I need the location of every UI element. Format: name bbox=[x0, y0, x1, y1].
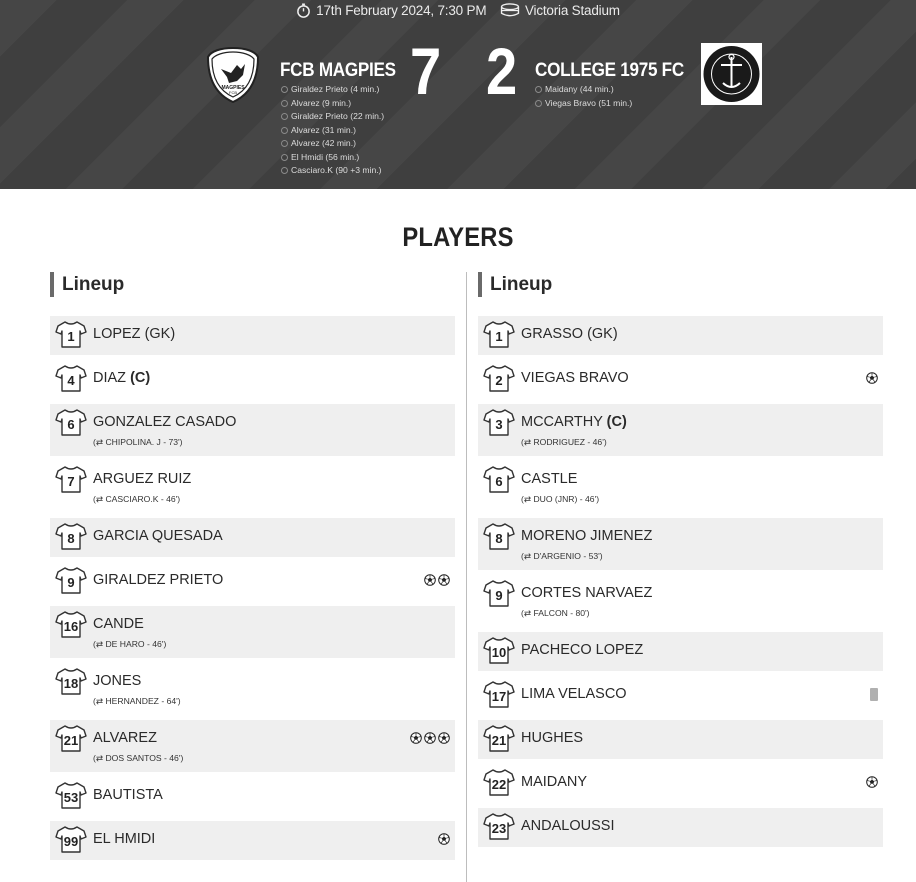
svg-text:FCB: FCB bbox=[229, 90, 237, 95]
shirt-icon bbox=[483, 724, 515, 752]
player-name[interactable] bbox=[521, 774, 587, 790]
scorer-text: Maidany (44 min.) bbox=[545, 84, 614, 94]
player-row-21[interactable] bbox=[478, 720, 883, 759]
shirt-number: 8 bbox=[495, 531, 503, 546]
football-icon bbox=[424, 732, 436, 744]
home-scorers-list bbox=[281, 83, 384, 178]
shirt-number: 7 bbox=[67, 474, 75, 489]
clock-icon bbox=[281, 154, 288, 161]
player-name[interactable] bbox=[93, 730, 157, 746]
football-icon bbox=[866, 776, 878, 788]
scorer-item bbox=[281, 110, 384, 124]
player-name-text: ALVAREZ bbox=[93, 730, 157, 746]
football-icon bbox=[438, 732, 450, 744]
shirt-icon bbox=[483, 465, 515, 493]
substitution-info: (⇄ DOS SANTOS - 46') bbox=[93, 753, 184, 763]
player-name[interactable] bbox=[521, 326, 618, 342]
yellow-card-icon bbox=[870, 688, 878, 701]
shirt-icon bbox=[483, 812, 515, 840]
scorer-text: Giraldez Prieto (22 min.) bbox=[291, 111, 385, 121]
player-row-22[interactable] bbox=[478, 764, 883, 803]
substitution-info: (⇄ RODRIGUEZ - 46') bbox=[521, 437, 607, 447]
player-name-text: CASTLE bbox=[521, 471, 578, 487]
player-name[interactable] bbox=[521, 730, 583, 746]
scorer-text: Alvarez (9 min.) bbox=[291, 97, 352, 108]
player-row-1[interactable] bbox=[50, 316, 455, 355]
clock-icon bbox=[281, 113, 288, 120]
player-name[interactable] bbox=[521, 642, 643, 658]
player-row-21[interactable] bbox=[50, 720, 455, 772]
shirt-icon bbox=[483, 680, 515, 708]
scorer-text: Giraldez Prieto (4 min.) bbox=[291, 84, 380, 94]
shirt-icon bbox=[483, 320, 515, 348]
shirt-number: 99 bbox=[63, 834, 79, 849]
player-name[interactable] bbox=[93, 471, 191, 487]
shirt-icon bbox=[55, 364, 87, 392]
shirt-icon bbox=[55, 566, 87, 594]
match-header bbox=[0, 0, 916, 189]
shirt-number: 1 bbox=[495, 329, 503, 344]
substitution-info: (⇄ DUO (JNR) - 46') bbox=[521, 494, 600, 504]
home-lineup-heading: Lineup bbox=[50, 272, 124, 297]
player-name[interactable] bbox=[93, 326, 175, 342]
football-icon bbox=[866, 372, 878, 384]
match-meta bbox=[0, 3, 916, 21]
player-name-text: GIRALDEZ PRIETO bbox=[93, 572, 224, 588]
captain-badge: (C) bbox=[606, 414, 627, 430]
svg-text:MAGPIES: MAGPIES bbox=[221, 85, 245, 91]
player-row-18[interactable] bbox=[50, 663, 455, 715]
shirt-number: 3 bbox=[495, 417, 503, 432]
player-name[interactable] bbox=[93, 572, 223, 588]
shirt-number: 9 bbox=[495, 588, 503, 603]
shirt-number: 53 bbox=[63, 790, 79, 805]
shirt-icon bbox=[483, 364, 515, 392]
player-name-text: MAIDANY bbox=[521, 774, 588, 790]
player-name[interactable] bbox=[521, 585, 652, 601]
player-name-text: HUGHES bbox=[521, 730, 584, 746]
scorer-item bbox=[281, 137, 384, 151]
clock-icon bbox=[535, 86, 542, 93]
player-name[interactable] bbox=[93, 787, 163, 803]
player-events bbox=[438, 833, 450, 845]
scorer-item bbox=[281, 124, 384, 138]
scorer-item bbox=[281, 97, 384, 111]
players-title: PLAYERS bbox=[402, 222, 514, 252]
player-name[interactable] bbox=[93, 616, 144, 632]
player-events bbox=[866, 776, 878, 788]
shirt-number: 16 bbox=[63, 619, 79, 634]
player-name-text: CANDE bbox=[93, 616, 144, 632]
match-venue bbox=[500, 3, 620, 18]
scorer-item bbox=[281, 83, 384, 97]
player-row-17[interactable] bbox=[478, 676, 883, 715]
home-lineup-list bbox=[50, 316, 455, 865]
shirt-number: 9 bbox=[67, 575, 75, 590]
player-name-text: PACHECO LOPEZ bbox=[521, 642, 644, 658]
player-name[interactable] bbox=[93, 414, 236, 430]
player-row-10[interactable] bbox=[478, 632, 883, 671]
football-icon bbox=[424, 574, 436, 586]
shirt-icon bbox=[483, 408, 515, 436]
scorer-item bbox=[535, 83, 632, 97]
substitution-info: (⇄ CASCIARO.K - 46') bbox=[93, 494, 181, 504]
shirt-icon bbox=[55, 667, 87, 695]
shirt-icon bbox=[483, 768, 515, 796]
match-venue-text: Victoria Stadium bbox=[524, 3, 620, 18]
player-row-8[interactable] bbox=[50, 518, 455, 557]
player-name-text: ANDALOUSSI bbox=[521, 818, 615, 834]
player-name-text: DIAZ bbox=[93, 370, 131, 386]
player-name[interactable] bbox=[93, 831, 155, 847]
player-name[interactable] bbox=[521, 528, 652, 544]
player-row-8[interactable] bbox=[478, 518, 883, 570]
shirt-icon bbox=[55, 465, 87, 493]
clock-icon bbox=[281, 127, 288, 134]
substitution-info: (⇄ CHIPOLINA. J - 73') bbox=[93, 437, 183, 447]
shirt-number: 21 bbox=[63, 733, 79, 748]
football-icon bbox=[438, 574, 450, 586]
player-row-6[interactable] bbox=[478, 461, 883, 513]
shirt-number: 6 bbox=[67, 417, 75, 432]
player-events bbox=[866, 372, 878, 384]
player-name-text: ARGUEZ RUIZ bbox=[93, 471, 192, 487]
player-name[interactable] bbox=[93, 673, 141, 689]
shirt-icon bbox=[55, 408, 87, 436]
clock-icon bbox=[281, 167, 288, 174]
player-row-23[interactable] bbox=[478, 808, 883, 847]
player-name-text: JONES bbox=[93, 673, 142, 689]
column-divider bbox=[466, 272, 467, 882]
shirt-icon bbox=[483, 522, 515, 550]
player-name-text: EL HMIDI bbox=[93, 831, 156, 847]
player-name[interactable] bbox=[93, 528, 223, 544]
player-row-53[interactable] bbox=[50, 777, 455, 816]
player-name-text: LIMA VELASCO bbox=[521, 686, 627, 702]
player-name[interactable] bbox=[521, 370, 629, 386]
shirt-icon bbox=[55, 781, 87, 809]
player-name[interactable] bbox=[93, 370, 150, 386]
shirt-number: 22 bbox=[491, 777, 507, 792]
player-name-text: MORENO JIMENEZ bbox=[521, 528, 653, 544]
player-events bbox=[410, 732, 450, 744]
shirt-number: 4 bbox=[67, 373, 75, 388]
shirt-number: 6 bbox=[495, 474, 503, 489]
player-row-99[interactable] bbox=[50, 821, 455, 860]
substitution-info: (⇄ D'ARGENIO - 53') bbox=[521, 551, 603, 561]
player-name-text: GARCIA QUESADA bbox=[93, 528, 223, 544]
scorer-item bbox=[281, 164, 384, 178]
stadium-icon bbox=[500, 3, 520, 18]
shirt-number: 21 bbox=[491, 733, 507, 748]
football-icon bbox=[410, 732, 422, 744]
away-scorers-list bbox=[535, 83, 632, 110]
substitution-info: (⇄ HERNANDEZ - 64') bbox=[93, 696, 181, 706]
shirt-icon bbox=[483, 636, 515, 664]
player-name-text: BAUTISTA bbox=[93, 787, 163, 803]
shirt-icon bbox=[483, 579, 515, 607]
substitution-info: (⇄ DE HARO - 46') bbox=[93, 639, 167, 649]
scorer-item bbox=[535, 97, 632, 111]
shirt-icon bbox=[55, 825, 87, 853]
away-team-logo-frame[interactable] bbox=[701, 43, 762, 105]
shirt-icon bbox=[55, 320, 87, 348]
player-name-text: VIEGAS BRAVO bbox=[521, 370, 629, 386]
player-name-text: CORTES NARVAEZ bbox=[521, 585, 653, 601]
scorer-text: Viegas Bravo (51 min.) bbox=[545, 97, 633, 108]
match-datetime-text: 17th February 2024, 7:30 PM bbox=[316, 3, 487, 18]
player-name[interactable] bbox=[521, 818, 614, 834]
home-team-name[interactable]: FCB MAGPIES bbox=[280, 60, 396, 81]
player-row-7[interactable] bbox=[50, 461, 455, 513]
player-name[interactable] bbox=[521, 471, 577, 487]
clock-icon bbox=[281, 100, 288, 107]
shirt-number: 23 bbox=[491, 821, 507, 836]
stopwatch-icon bbox=[296, 3, 311, 18]
player-name-text: GRASSO (GK) bbox=[521, 326, 618, 342]
shirt-icon bbox=[55, 724, 87, 752]
away-score: 2 bbox=[486, 34, 518, 108]
player-row-16[interactable] bbox=[50, 606, 455, 658]
player-row-2[interactable] bbox=[478, 360, 883, 399]
home-team-logo[interactable] bbox=[207, 47, 259, 103]
scorer-text: Alvarez (42 min.) bbox=[291, 138, 356, 148]
shirt-number: 17 bbox=[491, 689, 507, 704]
away-team-name[interactable]: COLLEGE 1975 FC bbox=[535, 60, 684, 81]
shirt-number: 8 bbox=[67, 531, 75, 546]
away-lineup-heading: Lineup bbox=[478, 272, 552, 297]
player-name-text: LOPEZ (GK) bbox=[93, 326, 176, 342]
player-row-4[interactable] bbox=[50, 360, 455, 399]
scorer-text: Casciaro.K (90 +3 min.) bbox=[291, 165, 382, 175]
away-team-logo bbox=[701, 43, 762, 105]
scorer-text: Alvarez (31 min.) bbox=[291, 124, 356, 135]
player-events bbox=[870, 688, 878, 701]
player-events bbox=[424, 574, 450, 586]
shirt-icon bbox=[55, 522, 87, 550]
player-row-6[interactable] bbox=[50, 404, 455, 456]
player-row-1[interactable] bbox=[478, 316, 883, 355]
shirt-number: 18 bbox=[63, 676, 79, 691]
away-lineup-list bbox=[478, 316, 883, 852]
player-name-text: GONZALEZ CASADO bbox=[93, 414, 237, 430]
clock-icon bbox=[535, 100, 542, 107]
football-icon bbox=[438, 833, 450, 845]
shirt-number: 2 bbox=[495, 373, 503, 388]
player-row-3[interactable] bbox=[478, 404, 883, 456]
home-score: 7 bbox=[410, 34, 442, 108]
player-name[interactable] bbox=[521, 414, 627, 430]
shirt-number: 1 bbox=[67, 329, 75, 344]
shirt-icon bbox=[55, 610, 87, 638]
substitution-info: (⇄ FALCON - 80') bbox=[521, 608, 590, 618]
match-datetime bbox=[296, 3, 486, 18]
player-name[interactable] bbox=[521, 686, 627, 702]
player-row-9[interactable] bbox=[478, 575, 883, 627]
clock-icon bbox=[281, 86, 288, 93]
scorer-item bbox=[281, 151, 384, 165]
captain-badge: (C) bbox=[130, 370, 151, 386]
player-row-9[interactable] bbox=[50, 562, 455, 601]
shirt-number: 10 bbox=[491, 645, 507, 660]
player-name-text: MCCARTHY bbox=[521, 414, 607, 430]
clock-icon bbox=[281, 140, 288, 147]
scorer-text: El Hmidi (56 min.) bbox=[291, 151, 360, 162]
